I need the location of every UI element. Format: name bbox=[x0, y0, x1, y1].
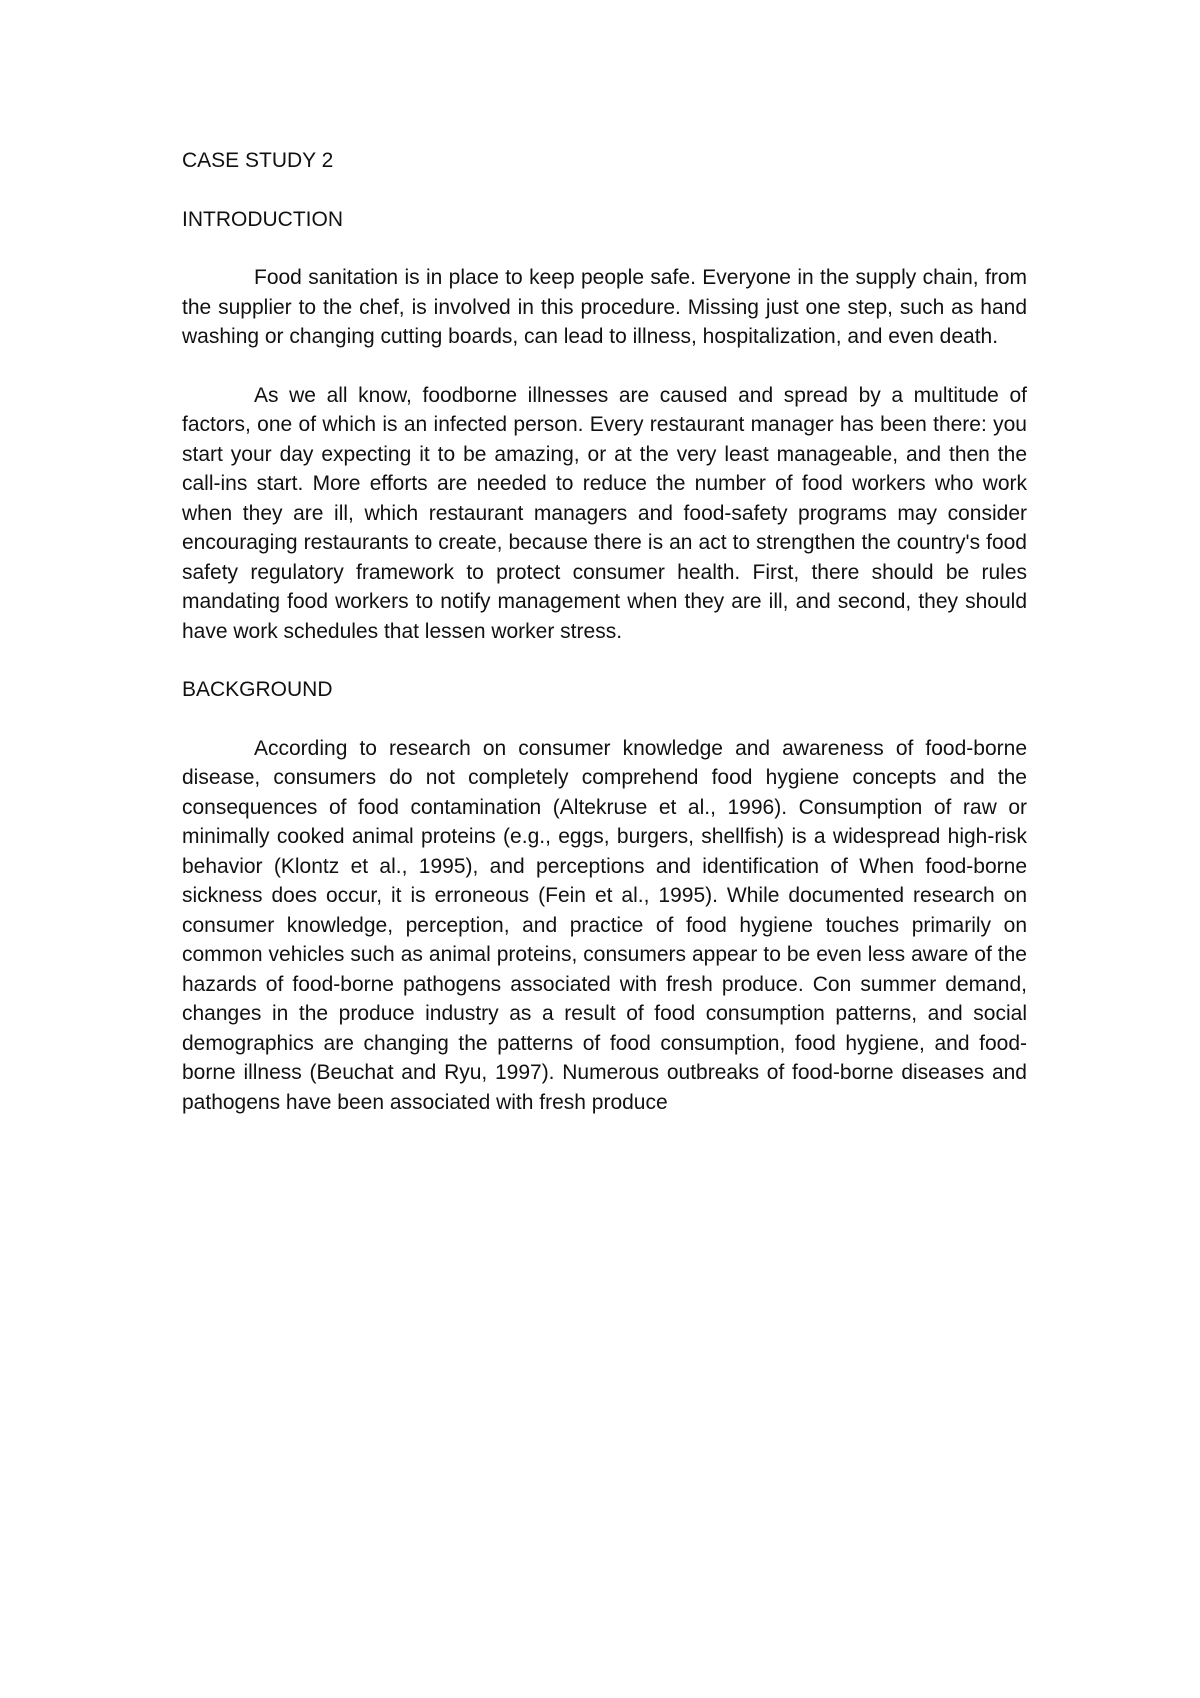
introduction-paragraph-2: As we all know, foodborne illnesses are caused and spread by a multitude of factors, one of which is an infected person. Every restaurant manager has been there: you start your day expecting it to be amazing, or at the very least manageable, and then the call-ins start. More efforts are needed to reduce the number of food workers who work when they are ill, which restaurant managers and food-safety programs may consider encouraging restaurants to create, because there is an act to strengthen the country's food safety regulatory framework to protect consumer health. First, there should be rules mandating food workers to notify management when they are ill, and second, they should have work schedules that lessen worker stress. bbox=[182, 383, 1027, 643]
section-heading-background: BACKGROUND bbox=[182, 678, 333, 701]
introduction-paragraph-1: Food sanitation is in place to keep people safe. Everyone in the supply chain, from the supplier to the chef, is involved in this procedure. Missing just one step, such as hand washing or changing cutting boards, can lead to illness, hospitalization, and even death. bbox=[182, 266, 1027, 348]
document-body bbox=[182, 146, 1027, 1146]
section-heading-introduction: INTRODUCTION bbox=[182, 207, 343, 231]
document-title: CASE STUDY 2 bbox=[182, 149, 334, 172]
background-paragraph-1: According to research on consumer knowledge and awareness of food-borne disease, consumers do not completely comprehend food hygiene concepts and the consequences of food contamination (Altekruse et al., 1996). Consumption of raw or minimally cooked animal proteins (e.g., eggs, burgers, shellfish) is a widespread high-risk behavior (Klontz et al., 1995), and perceptions and identification of When food-borne sickness does occur, it is erroneous (Fein et al., 1995). While documented research on consumer knowledge, perception, and practice of food hygiene touches primarily on common vehicles such as animal proteins, consumers appear to be even less aware of the hazards of food-borne pathogens associated with fresh produce. Con summer demand, changes in the produce industry as a result of food consumption patterns, and social demographics are changing the patterns of food consumption, food hygiene, and food-borne illness (Beuchat and Ryu, 1997). Numerous outbreaks of food-borne diseases and pathogens have been associated with fresh produce bbox=[182, 736, 1027, 1114]
